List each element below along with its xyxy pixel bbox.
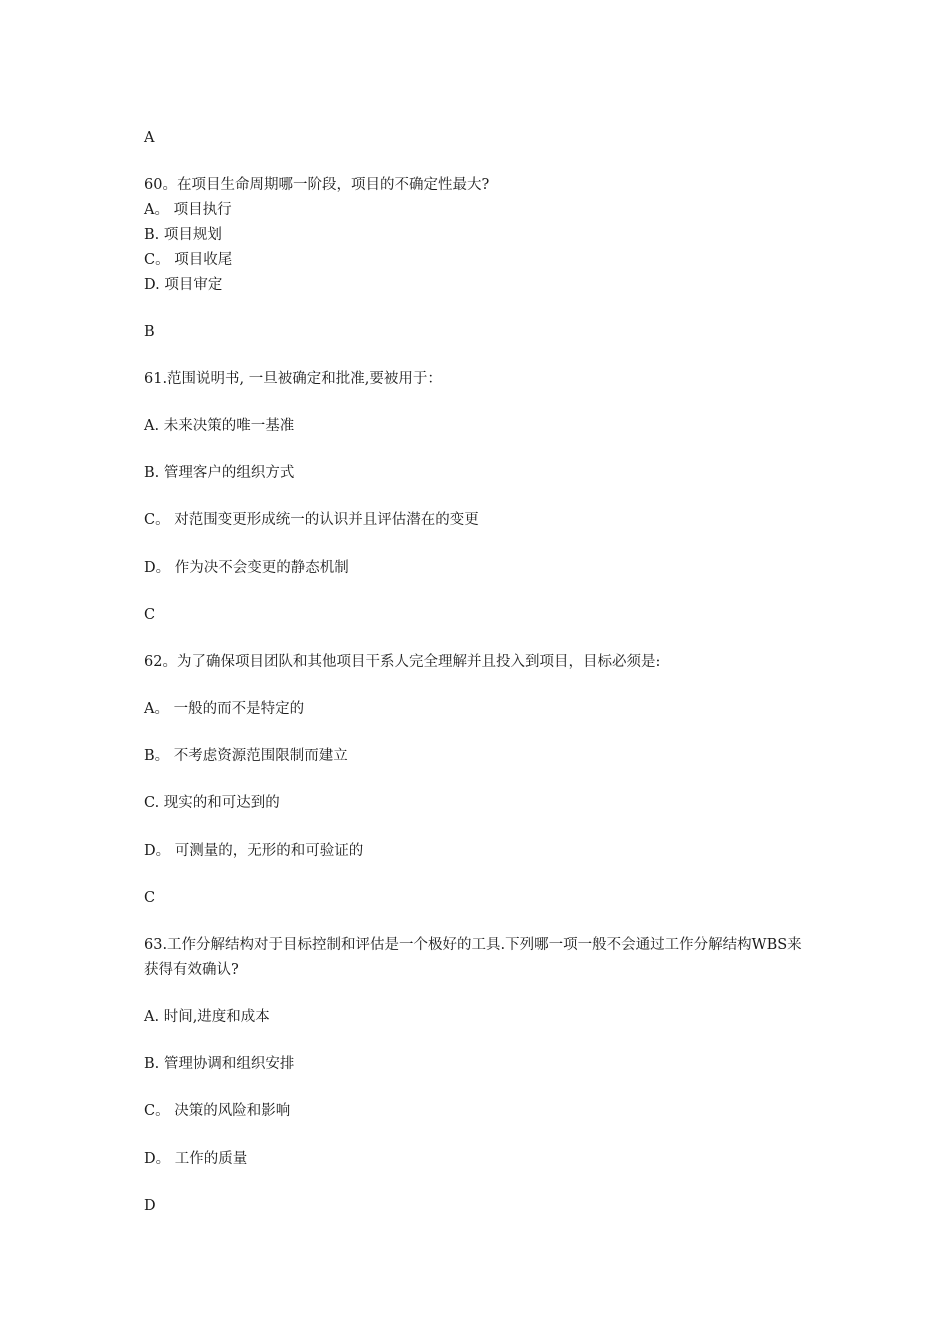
q61-option-a: A. 未来决策的唯一基准 <box>144 418 295 434</box>
q63-option-c: C。 决策的风险和影响 <box>144 1103 291 1119</box>
q62-option-c: C. 现实的和可达到的 <box>144 795 280 811</box>
q60-option-d: D. 项目审定 <box>144 277 223 293</box>
q60-option-b: B. 项目规划 <box>144 227 222 243</box>
q63-option-b: B. 管理协调和组织安排 <box>144 1056 295 1072</box>
question-61: 61.范围说明书, 一旦被确定和批准,要被用于： <box>144 371 442 387</box>
q60-option-c: C。 项目收尾 <box>144 252 233 268</box>
q61-option-c: C。 对范围变更形成统一的认识并且评估潜在的变更 <box>144 512 479 528</box>
q63-answer: D <box>144 1198 156 1214</box>
q62-option-a: A。 一般的而不是特定的 <box>144 701 305 717</box>
q61-option-b: B. 管理客户的组织方式 <box>144 465 295 481</box>
q61-option-d: D。 作为决不会变更的静态机制 <box>144 560 349 576</box>
q63-option-d: D。 工作的质量 <box>144 1151 248 1167</box>
q62-option-d: D。 可测量的，无形的和可验证的 <box>144 843 364 859</box>
question-62: 62。为了确保项目团队和其他项目干系人完全理解并且投入到项目，目标必须是: <box>144 654 661 670</box>
q62-answer: C <box>144 890 156 906</box>
q61-answer: C <box>144 607 156 623</box>
answer-prev: A <box>144 130 155 146</box>
question-60: 60。在项目生命周期哪一阶段，项目的不确定性最大? <box>144 177 490 193</box>
q62-option-b: B。 不考虑资源范围限制而建立 <box>144 748 348 764</box>
q60-option-a: A。 项目执行 <box>144 202 232 218</box>
question-63: 63.工作分解结构对于目标控制和评估是一个极好的工具.下列哪一项一般不会通过工作分解结构WBS来获得有效确认? <box>144 937 802 978</box>
q63-option-a: A. 时间,进度和成本 <box>144 1009 270 1025</box>
q60-answer: B <box>144 324 155 340</box>
